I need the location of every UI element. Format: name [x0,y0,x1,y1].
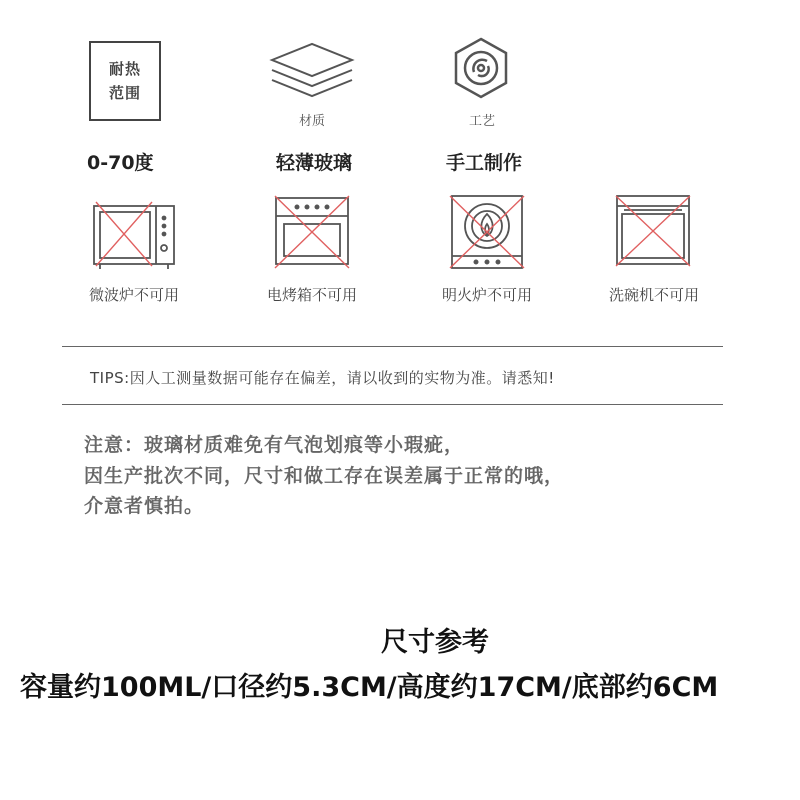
heat-range-badge [89,41,161,121]
heat-range-value: 0-70度 [87,152,154,174]
notice-line-1: 注意：玻璃材质难免有气泡划痕等小瑕疵， [84,434,465,456]
craft-caption: 工艺 [468,114,495,129]
tips-bottom-divider [62,404,723,405]
oven-icon [271,192,353,270]
prohibited-label-open-flame: 明火炉不可用 [441,286,532,304]
heat-range-badge-label: 耐热范围 [108,60,141,102]
size-reference-spec: 容量约100ML/口径约5.3CM/高度约17CM/底部约6CM [20,672,719,703]
material-caption: 材质 [298,114,325,129]
prohibited-label-microwave: 微波炉不可用 [88,286,179,304]
layers-icon [266,38,358,100]
material-value: 轻薄玻璃 [276,152,353,174]
notice-line-2: 因生产批次不同，尺寸和做工存在误差属于正常的哦， [84,465,565,487]
prohibited-label-dishwasher: 洗碗机不可用 [608,286,699,304]
hexagon-swirl-icon [449,36,513,100]
open-flame-stove-icon [446,192,528,272]
notice-line-3: 介意者慎拍。 [84,495,205,517]
craft-value: 手工制作 [446,152,523,174]
tips-text: TIPS:因人工测量数据可能存在偏差，请以收到的实物为准。请悉知! [90,369,555,387]
microwave-icon [90,196,180,272]
prohibited-label-oven: 电烤箱不可用 [266,286,357,304]
dishwasher-icon [612,190,694,270]
tips-top-divider [62,346,723,347]
size-reference-title: 尺寸参考 [381,627,489,658]
